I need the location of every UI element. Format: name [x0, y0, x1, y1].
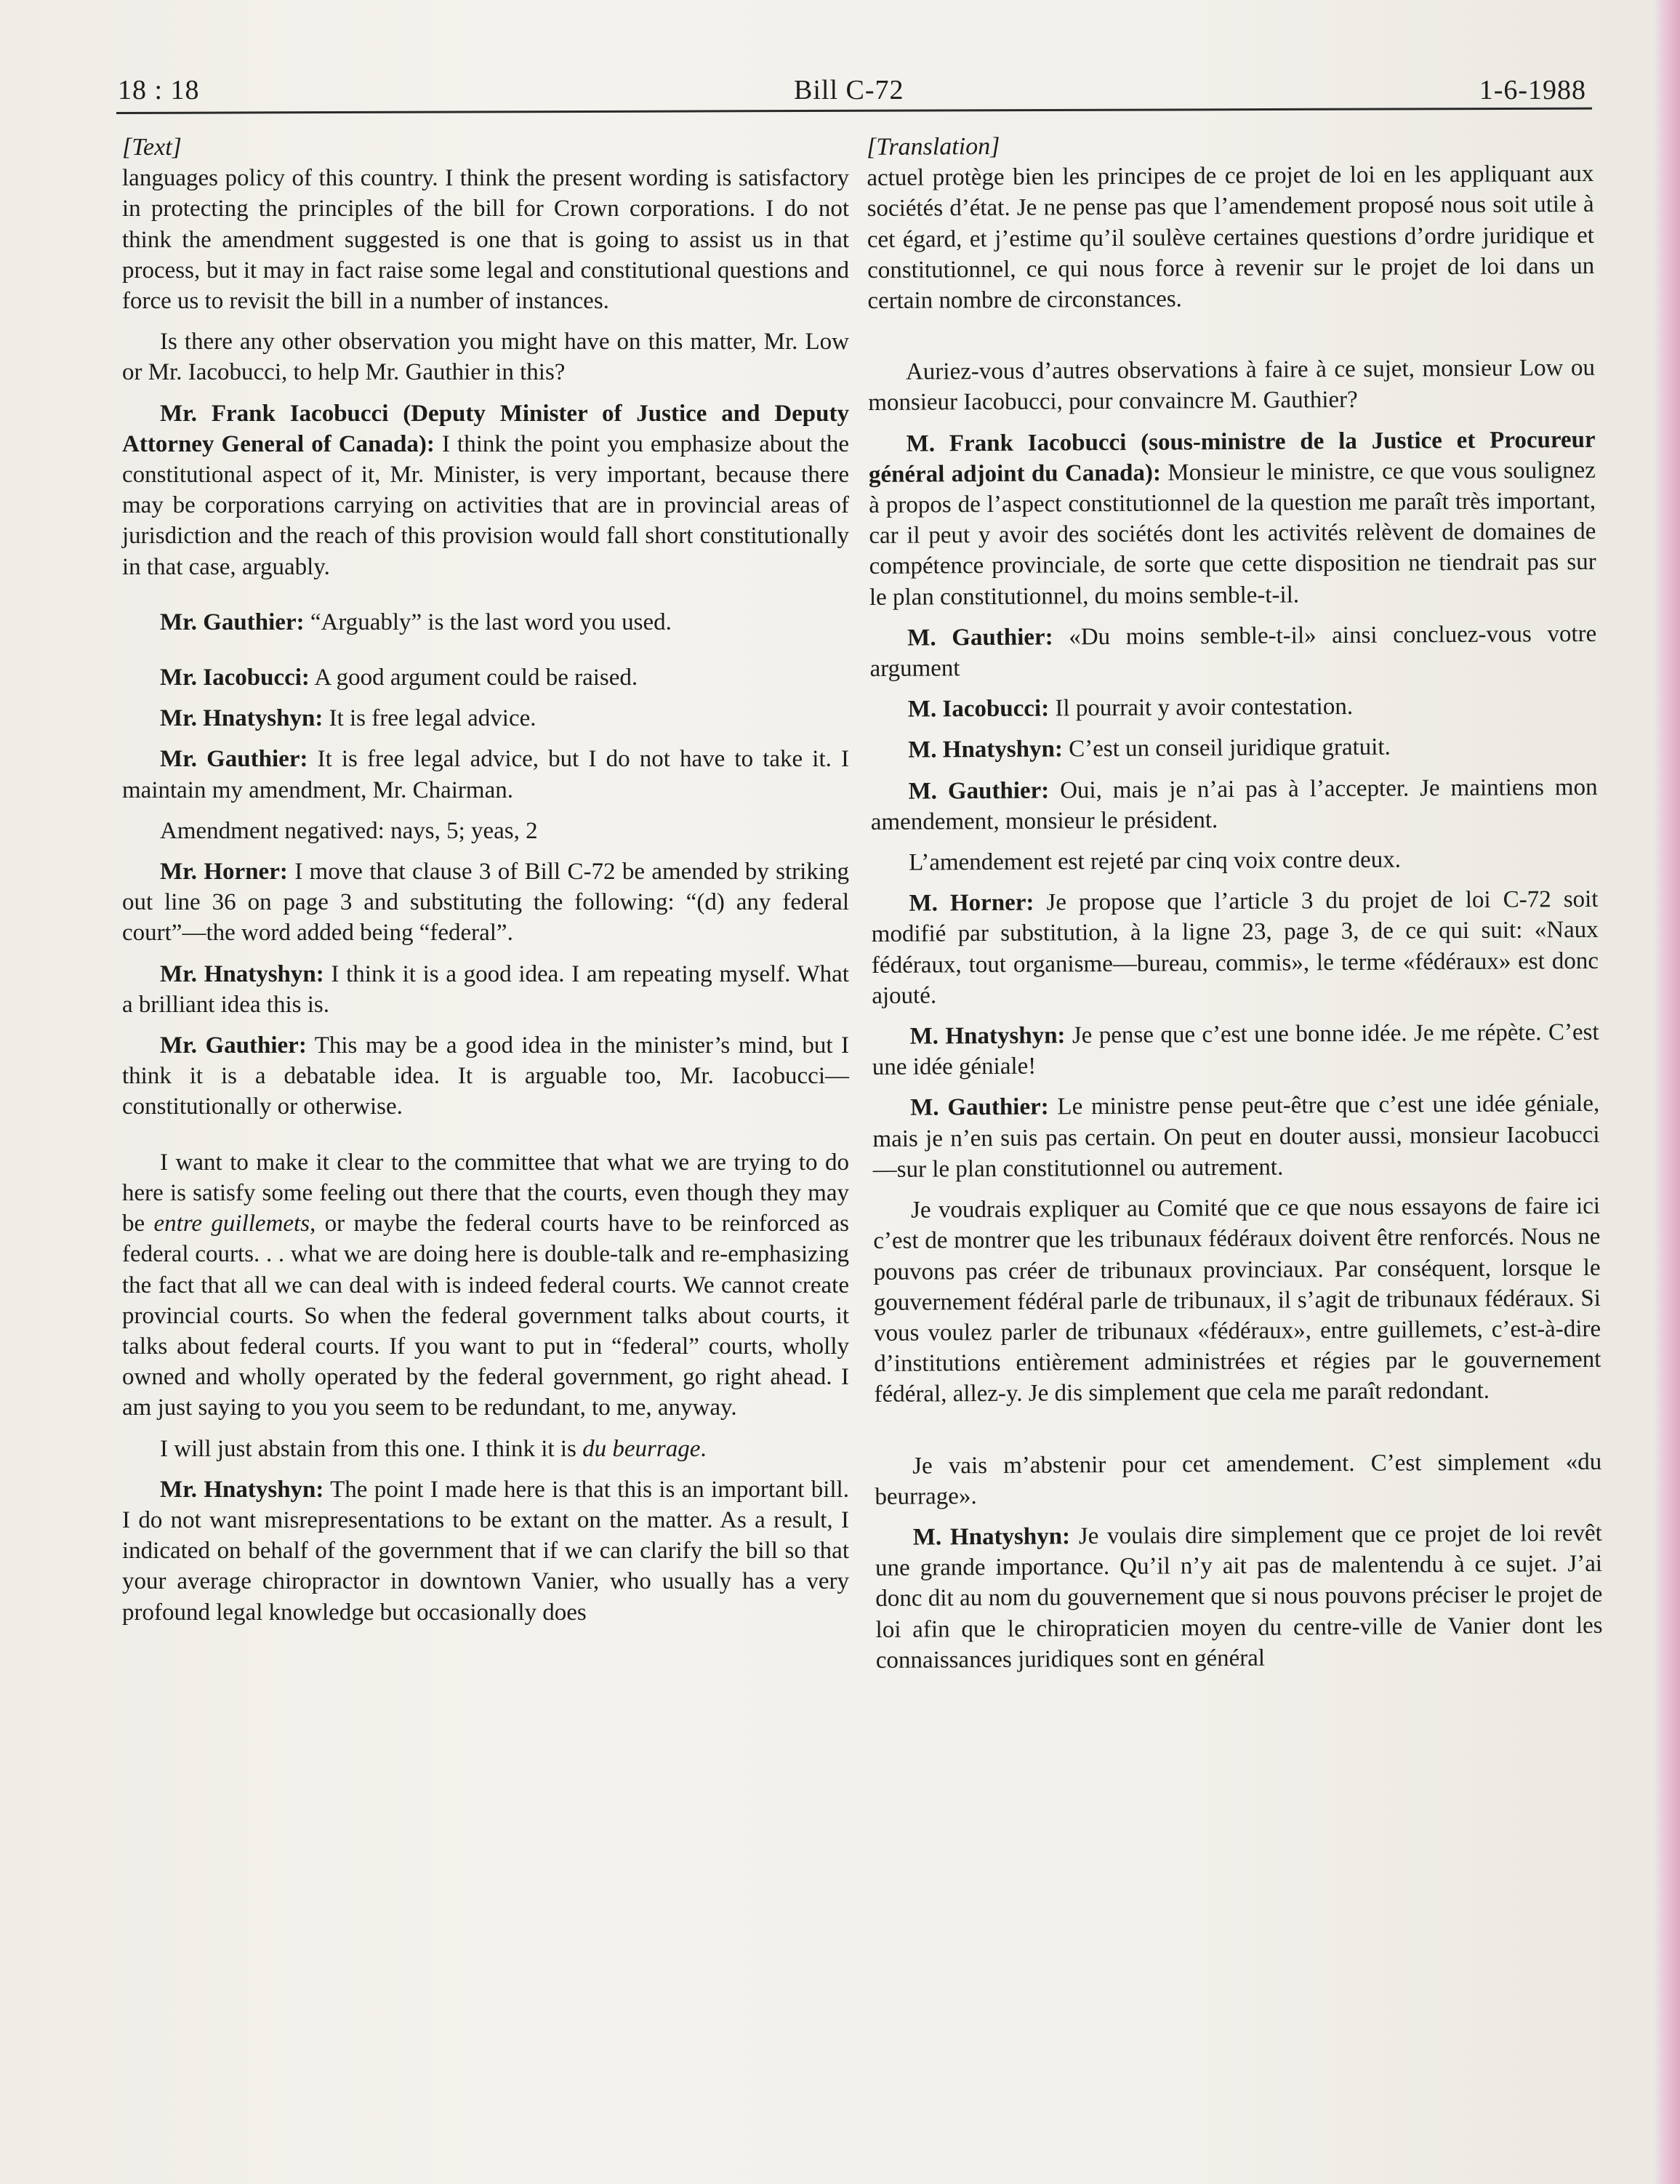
paragraph: L’amendement est rejeté par cinq voix contre deux. — [909, 846, 1402, 876]
speaker: M. Iacobucci: — [907, 695, 1050, 723]
speaker: Mr. Frank Iacobucci (Deputy Minister of Justice and Deputy Attorney General of Canada): — [122, 400, 849, 457]
speaker: Mr. Gauthier: — [160, 1032, 307, 1059]
speaker: M. Frank Iacobucci (sous-ministre de la Justice et Procureur général adjoint du Canada): — [868, 426, 1596, 488]
speech: I think it is a good idea. I am repeating myself. What a brilliant idea this is. — [122, 960, 849, 1018]
paragraph — [122, 1434, 849, 1464]
speaker: Mr. Hnatyshyn: — [160, 1476, 324, 1503]
text-tag: [Text] — [122, 134, 182, 161]
paragraph — [870, 690, 1597, 725]
speech: I want to make it clear to the committee that what we are trying to do here is satisfy some feeling out there that the courts, even though they may be — [122, 1149, 849, 1237]
paragraph — [872, 1088, 1600, 1185]
speech: Je pense que c’est une bonne idée. Je me répète. C’est une idée géniale! — [872, 1019, 1599, 1081]
speech: “Arguably” is the last word you used. — [304, 609, 672, 635]
speaker: M. Gauthier: — [908, 777, 1050, 805]
speech: C’est un conseil juridique gratuit. — [1062, 734, 1391, 763]
paragraph — [122, 398, 849, 582]
page-edge — [1655, 0, 1680, 2184]
speech: The point I made here is that this is an important bill. I do not want misrepresentations to be extant on the matter. As a result, I indicated on behalf of the government that if we can clarify the bill so that your average chiropractor in downtown Vanier, who usually has a very profound legal knowledge but occasionally does — [122, 1476, 849, 1626]
speaker: M. Gauthier: — [910, 1093, 1049, 1122]
paragraph: Je voudrais expliquer au Comité que ce que nous essayons de faire ici c’est de montrer que les tribunaux fédéraux doivent être renforcés. Nous ne pouvons pas créer de tribunaux provinciaux. Par conséquent, lorsque le gouvernement fédéral parle de tribunaux, il s’agit de tribunaux fédéraux. Si vous voulez parler de tribunaux «fédéraux», entre guillemets, c’est-à-dire d’institutions entièrement administrées et régies par le gouvernement fédéral, allez-y. Je dis simplement que cela me paraît redondant. — [873, 1192, 1601, 1408]
emphasis: entre guillemets — [153, 1211, 310, 1237]
header-date: 1-6-1988 — [1479, 75, 1586, 105]
speech: I move that clause 3 of Bill C-72 be amended by striking out line 36 on page 3 and substituting the following: “(d) any federal court”—the word added being “federal”. — [122, 859, 849, 947]
speech: A good argument could be raised. — [309, 665, 638, 691]
bill-title: Bill C-72 — [794, 75, 904, 105]
speaker: Mr. Hnatyshyn: — [160, 960, 324, 987]
speech: Il pourrait y avoir contestation. — [1049, 694, 1354, 722]
speech: It is free legal advice. — [323, 705, 536, 732]
paragraph: Auriez-vous d’autres observations à faire à ce sujet, monsieur Low ou monsieur Iacobucci, pour convaincre M. Gauthier? — [868, 355, 1596, 417]
paragraph: Amendment negatived: nays, 5; yeas, 2 — [160, 817, 538, 844]
paragraph — [875, 1518, 1603, 1676]
paragraph — [122, 744, 849, 805]
paragraph — [122, 607, 849, 638]
paragraph — [871, 884, 1599, 1011]
paragraph — [122, 662, 849, 693]
translation-tag: [Translation] — [867, 132, 1000, 161]
speaker: M. Hnatyshyn: — [908, 736, 1064, 764]
paragraph: actuel protège bien les principes de ce projet de loi en les appliquant aux sociétés d’état. Je ne pense pas que l’amendement proposé nous soit utile à cet égard, et j’estime qu’il soulève certaines questions d’ordre juridique et constitutionnel, ce qui nous force à revenir sur le projet de loi dans un certain nombre de circonstances. — [867, 161, 1595, 315]
english-column — [122, 132, 849, 1638]
speaker: Mr. Gauthier: — [160, 609, 305, 635]
paragraph — [869, 619, 1596, 685]
paragraph — [872, 1017, 1599, 1083]
paragraph: Is there any other observation you might have on this matter, Mr. Low or Mr. Iacobucci, to help Mr. Gauthier in this? — [122, 329, 849, 386]
speaker: Mr. Gauthier: — [160, 746, 308, 773]
paragraph — [122, 856, 849, 949]
speech: This may be a good idea in the minister’s mind, but I think it is a debatable idea. It is arguable too, Mr. Iacobucci—constitutionally or otherwise. — [122, 1032, 849, 1120]
paragraph: Je vais m’abstenir pour cet amendement. C’est simplement «du beurrage». — [875, 1448, 1602, 1510]
paragraph: languages policy of this country. I think the present wording is satisfactory in protecting the principles of the bill for Crown corporations. I do not think the amendment suggested is one that is going to assist us in that process, but it may in fact raise some legal and constitutional questions and force us to revisit the bill in a number of instances. — [122, 165, 849, 315]
speaker: M. Horner: — [909, 889, 1034, 917]
paragraph — [122, 703, 849, 734]
speaker: Mr. Hnatyshyn: — [160, 705, 323, 732]
speech: Monsieur le ministre, ce que vous soulignez à propos de l’aspect constitutionnel de la question me paraît très important, car il peut y avoir des sociétés dont les activités relèvent de domaines de compétence provinciale, de sorte que cette disposition ne tiendrait pas sur le plan constitutionnel, du moins semble-t-il. — [869, 457, 1596, 611]
speech: Je propose que l’article 3 du projet de loi C-72 soit modifié par substitution, à la ligne 23, page 3, de ce qui suit: «Naux fédéraux, tout organisme—bureau, commis», le terme «fédéraux» est donc ajouté. — [871, 886, 1599, 1009]
emphasis: du beurrage — [582, 1435, 701, 1462]
speaker: Mr. Horner: — [160, 859, 288, 886]
paragraph — [870, 772, 1597, 838]
french-column — [867, 128, 1603, 1686]
speech: It is free legal advice, but I do not have to take it. I maintain my amendment, Mr. Chairman. — [122, 746, 849, 803]
speaker: M. Hnatyshyn: — [912, 1523, 1071, 1551]
speech: Oui, mais je n’ai pas à l’accepter. Je maintiens mon amendement, monsieur le président. — [870, 774, 1598, 835]
paragraph — [122, 1474, 849, 1628]
speech: , or maybe the federal courts have to be reinforced as federal courts. . . what we are doing here is double-talk and re-emphasizing the fact that all we can deal with is indeed federal courts. We cannot create provincial courts. So when the federal government talks about courts, it talks about federal courts. If you want to put in “federal” courts, wholly owned and wholly operated by the federal government, go right ahead. I am just saying to you you seem to be redundant, to me, anyway. — [122, 1211, 849, 1421]
page-number: 18 : 18 — [118, 75, 200, 105]
paragraph — [122, 1030, 849, 1123]
speaker: M. Hnatyshyn: — [909, 1022, 1066, 1050]
speech: I think the point you emphasize about the constitutional aspect of it, Mr. Minister, is very important, because there may be corporations carrying on activities that are in provincial areas of jurisdiction and the reach of this provision would fall short constitutionally in that case, arguably. — [122, 430, 849, 580]
paragraph — [868, 425, 1596, 613]
paragraph — [870, 731, 1597, 766]
paragraph — [122, 1147, 849, 1424]
speaker: Mr. Iacobucci: — [160, 665, 310, 691]
speech: Le ministre pense peut-être que c’est une idée géniale, mais je n’en suis pas certain. On peut en douter aussi, monsieur Iacobucci—sur le plan constitutionnel ou autrement. — [872, 1091, 1600, 1183]
speech: «Du moins semble-t-il» ainsi concluez-vous votre argument — [869, 620, 1597, 683]
speech: I will just abstain from this one. I think it is — [160, 1435, 583, 1462]
paragraph — [122, 959, 849, 1020]
speech: Je voulais dire simplement que ce projet de loi revêt une grande importance. Qu’il n’y ait pas de malentendu à ce sujet. J’ai donc dit au nom du gouvernement que si nous pouvons préciser le projet de loi afin que le chiropraticien moyen du centre-ville de Vanier dont les connaissances juridiques sont en général — [875, 1519, 1603, 1674]
speech: . — [700, 1435, 707, 1462]
speaker: M. Gauthier: — [907, 624, 1053, 651]
